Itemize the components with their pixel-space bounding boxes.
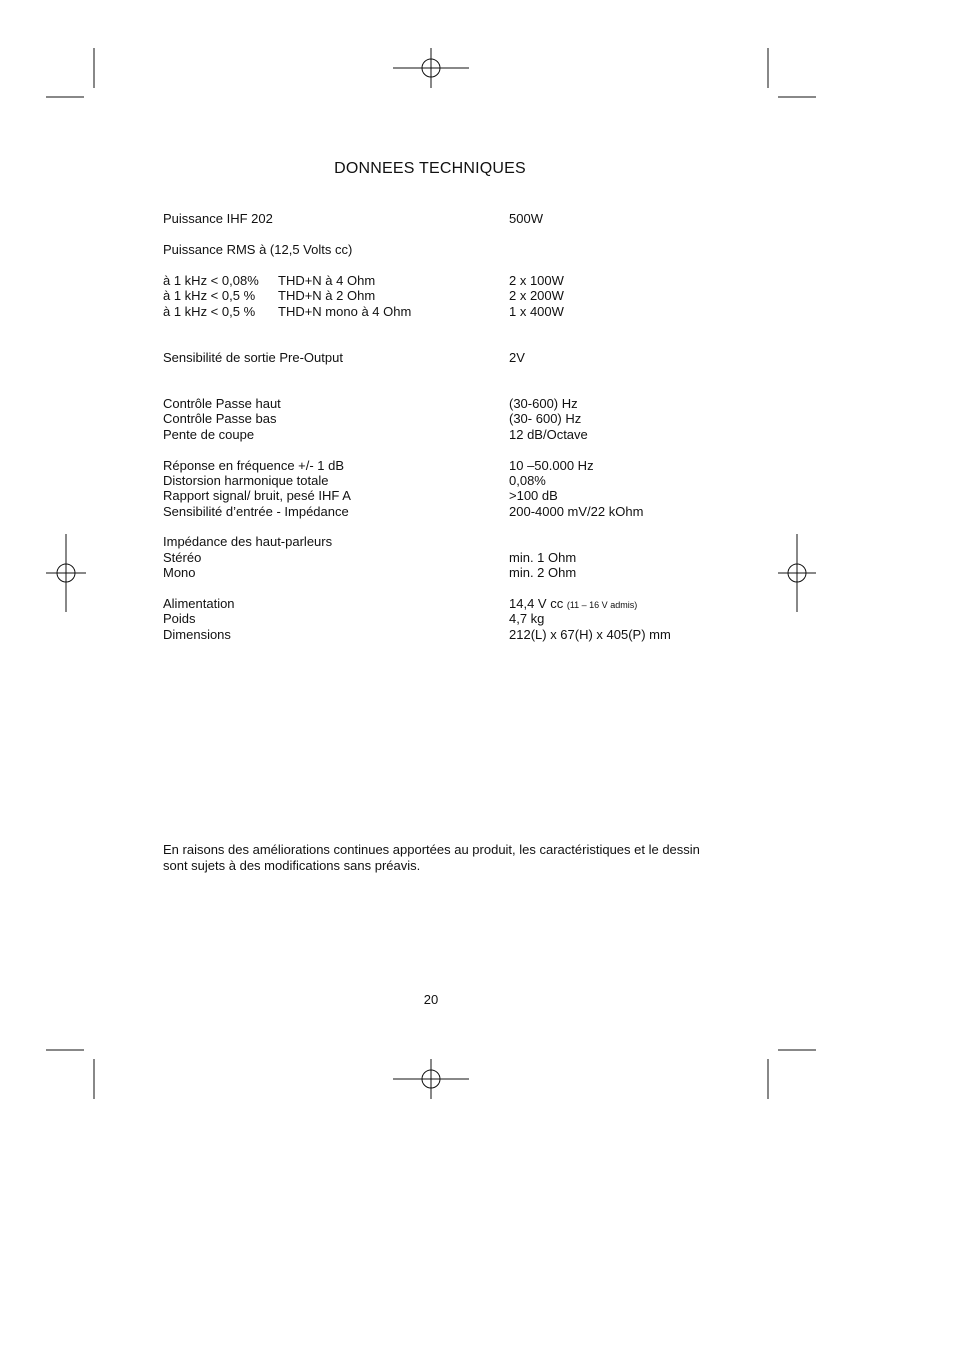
spec-rms-label: Puissance RMS à (12,5 Volts cc): [163, 242, 353, 257]
spec-response-value: 200-4000 mV/22 kOhm: [509, 504, 644, 519]
spec-impedance-value: min. 1 Ohm: [509, 550, 577, 565]
registration-target-bottom: [393, 1059, 469, 1099]
spec-rms-value: 1 x 400W: [509, 304, 564, 319]
spec-power-note: (11 – 16 V admis): [566, 600, 638, 610]
spec-filter-label: Pente de coupe: [163, 427, 255, 442]
spec-rms-mode: THD+N à 2 Ohm: [278, 288, 376, 303]
spec-weight-label: Poids: [163, 611, 196, 626]
disclaimer-note: [163, 842, 723, 874]
registration-target-right: [778, 534, 816, 612]
spec-filter-label: Contrôle Passe haut: [163, 396, 281, 411]
spec-rms-cond: à 1 kHz < 0,08%: [163, 273, 259, 288]
spec-response-value: 10 –50.000 Hz: [509, 458, 594, 473]
spec-impedance-mode: Stéréo: [163, 550, 202, 565]
spec-impedance-mode: Mono: [163, 565, 196, 580]
spec-response-label: Réponse en fréquence +/- 1 dB: [163, 458, 345, 473]
spec-dims-label: Dimensions: [163, 627, 231, 642]
spec-power-value: 14,4 V cc: [509, 596, 564, 611]
spec-impedance-label: Impédance des haut-parleurs: [163, 534, 333, 549]
disclaimer-line: En raisons des améliorations continues apportées au produit, les caractéristiques et le dessin: [163, 842, 700, 857]
spec-dims-value: 212(L) x 67(H) x 405(P) mm: [509, 627, 671, 642]
spec-response-label: Distorsion harmonique totale: [163, 473, 329, 488]
spec-response-label: Rapport signal/ bruit, pesé IHF A: [163, 488, 351, 503]
spec-preout-label: Sensibilité de sortie Pre-Output: [163, 350, 343, 365]
spec-power-label: Alimentation: [163, 596, 235, 611]
spec-response-value: >100 dB: [509, 488, 558, 503]
spec-ihf-label: Puissance IHF 202: [163, 211, 273, 226]
spec-filter-label: Contrôle Passe bas: [163, 411, 277, 426]
registration-target-left: [46, 534, 86, 612]
spec-filter-value: (30-600) Hz: [509, 396, 578, 411]
spec-filter-value: 12 dB/Octave: [509, 427, 588, 442]
spec-rms-cond: à 1 kHz < 0,5 %: [163, 304, 256, 319]
spec-response-value: 0,08%: [509, 473, 546, 488]
spec-rms-mode: THD+N à 4 Ohm: [278, 273, 376, 288]
spec-filter-value: (30- 600) Hz: [509, 411, 582, 426]
spec-ihf-value: 500W: [509, 211, 543, 226]
registration-target-top: [393, 48, 469, 88]
spec-rms-value: 2 x 200W: [509, 288, 564, 303]
spec-rms-value: 2 x 100W: [509, 273, 564, 288]
spec-preout-value: 2V: [509, 350, 525, 365]
disclaimer-line: sont sujets à des modifications sans préavis.: [163, 858, 421, 873]
page-title: DONNEES TECHNIQUES: [334, 160, 526, 177]
spec-rms-mode: THD+N mono à 4 Ohm: [278, 304, 412, 319]
spec-rms-cond: à 1 kHz < 0,5 %: [163, 288, 256, 303]
spec-impedance-value: min. 2 Ohm: [509, 565, 577, 580]
page-number: 20: [423, 992, 439, 1007]
spec-weight-value: 4,7 kg: [509, 611, 545, 626]
spec-response-label: Sensibilité d’entrée - Impédance: [163, 504, 349, 519]
